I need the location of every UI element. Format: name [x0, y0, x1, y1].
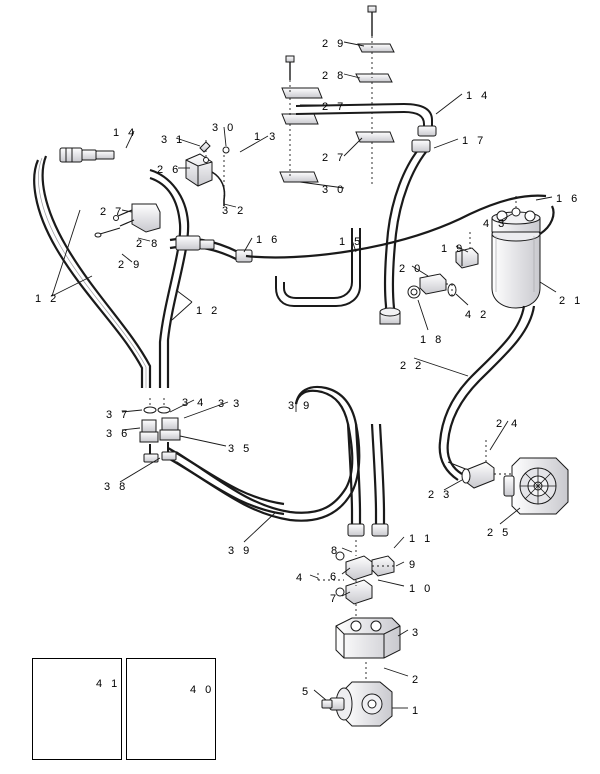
callout-20: 2 0	[399, 263, 424, 275]
manifold-stack-top	[206, 6, 436, 200]
callout-25: 2 5	[487, 527, 512, 539]
callout-29-left: 2 9	[118, 259, 143, 271]
callout-17: 1 7	[462, 135, 487, 147]
callout-27-left: 2 7	[100, 206, 125, 218]
line-32	[212, 172, 225, 206]
callout-43: 4 3	[483, 218, 508, 230]
callout-38: 3 8	[104, 481, 129, 493]
callout-4: 4	[296, 572, 306, 584]
callout-14-right: 1 4	[466, 90, 491, 102]
motor-25	[504, 458, 568, 514]
fitting-14-left	[60, 148, 114, 162]
hose-12-left	[34, 156, 150, 388]
callout-10: 1 0	[409, 583, 434, 595]
hose-16-mid	[170, 236, 252, 262]
callout-1: 1	[412, 705, 422, 717]
motor-1	[322, 662, 392, 726]
small-parts-30-31	[200, 142, 229, 163]
callout-28-left: 2 8	[136, 238, 161, 250]
callout-32: 3 2	[222, 205, 247, 217]
callout-23: 2 3	[428, 489, 453, 501]
callout-11: 1 1	[409, 533, 434, 545]
callout-16-right: 1 6	[556, 193, 581, 205]
callout-28-top: 2 8	[322, 70, 347, 82]
callout-15: 1 5	[339, 236, 364, 248]
hose-17	[380, 140, 430, 324]
callout-27-top: 2 7	[322, 101, 347, 113]
callout-14-left: 1 4	[113, 127, 138, 139]
fittings-33-38	[140, 398, 180, 462]
inset-frame-left	[32, 658, 122, 760]
callout-2: 2	[412, 674, 422, 686]
valve-block-3	[336, 618, 400, 658]
callout-18: 1 8	[420, 334, 445, 346]
callout-35: 3 5	[228, 443, 253, 455]
callout-24: 2 4	[496, 418, 521, 430]
callout-42: 4 2	[465, 309, 490, 321]
hose-22	[440, 306, 534, 480]
callout-21: 2 1	[559, 295, 584, 307]
callout-22: 2 2	[400, 360, 425, 372]
callout-33: 3 3	[218, 398, 243, 410]
callout-6: 6	[330, 571, 340, 583]
callout-19: 1 9	[441, 243, 466, 255]
callout-12-left: 1 2	[35, 293, 60, 305]
callout-31: 3 1	[161, 134, 186, 146]
callout-36: 3 6	[106, 428, 131, 440]
callout-5: 5	[302, 686, 312, 698]
callout-40: 4 0	[190, 684, 215, 696]
callout-26: 2 6	[157, 164, 182, 176]
hose-12-mid	[150, 170, 188, 388]
hose-16-right-2	[540, 206, 554, 234]
callout-30-upper: 3 0	[212, 122, 237, 134]
callout-9: 9	[409, 559, 419, 571]
callout-30-lower: 3 0	[322, 184, 347, 196]
callout-3: 3	[412, 627, 422, 639]
callout-27-mid: 2 7	[322, 152, 347, 164]
callout-7: 7	[330, 593, 340, 605]
callout-37: 3 7	[106, 409, 131, 421]
callout-39-lower: 3 9	[228, 545, 253, 557]
callout-41: 4 1	[96, 678, 121, 690]
callout-16-mid: 1 6	[256, 234, 281, 246]
callout-13: 1 3	[254, 131, 279, 143]
callout-39-upper: 3 9	[288, 400, 313, 412]
callout-34: 3 4	[182, 397, 207, 409]
callout-8: 8	[331, 545, 341, 557]
callout-29-top: 2 9	[322, 38, 347, 50]
callout-12-mid: 1 2	[196, 305, 221, 317]
inset-frame-right	[126, 658, 216, 760]
hose-39-right	[348, 424, 388, 536]
